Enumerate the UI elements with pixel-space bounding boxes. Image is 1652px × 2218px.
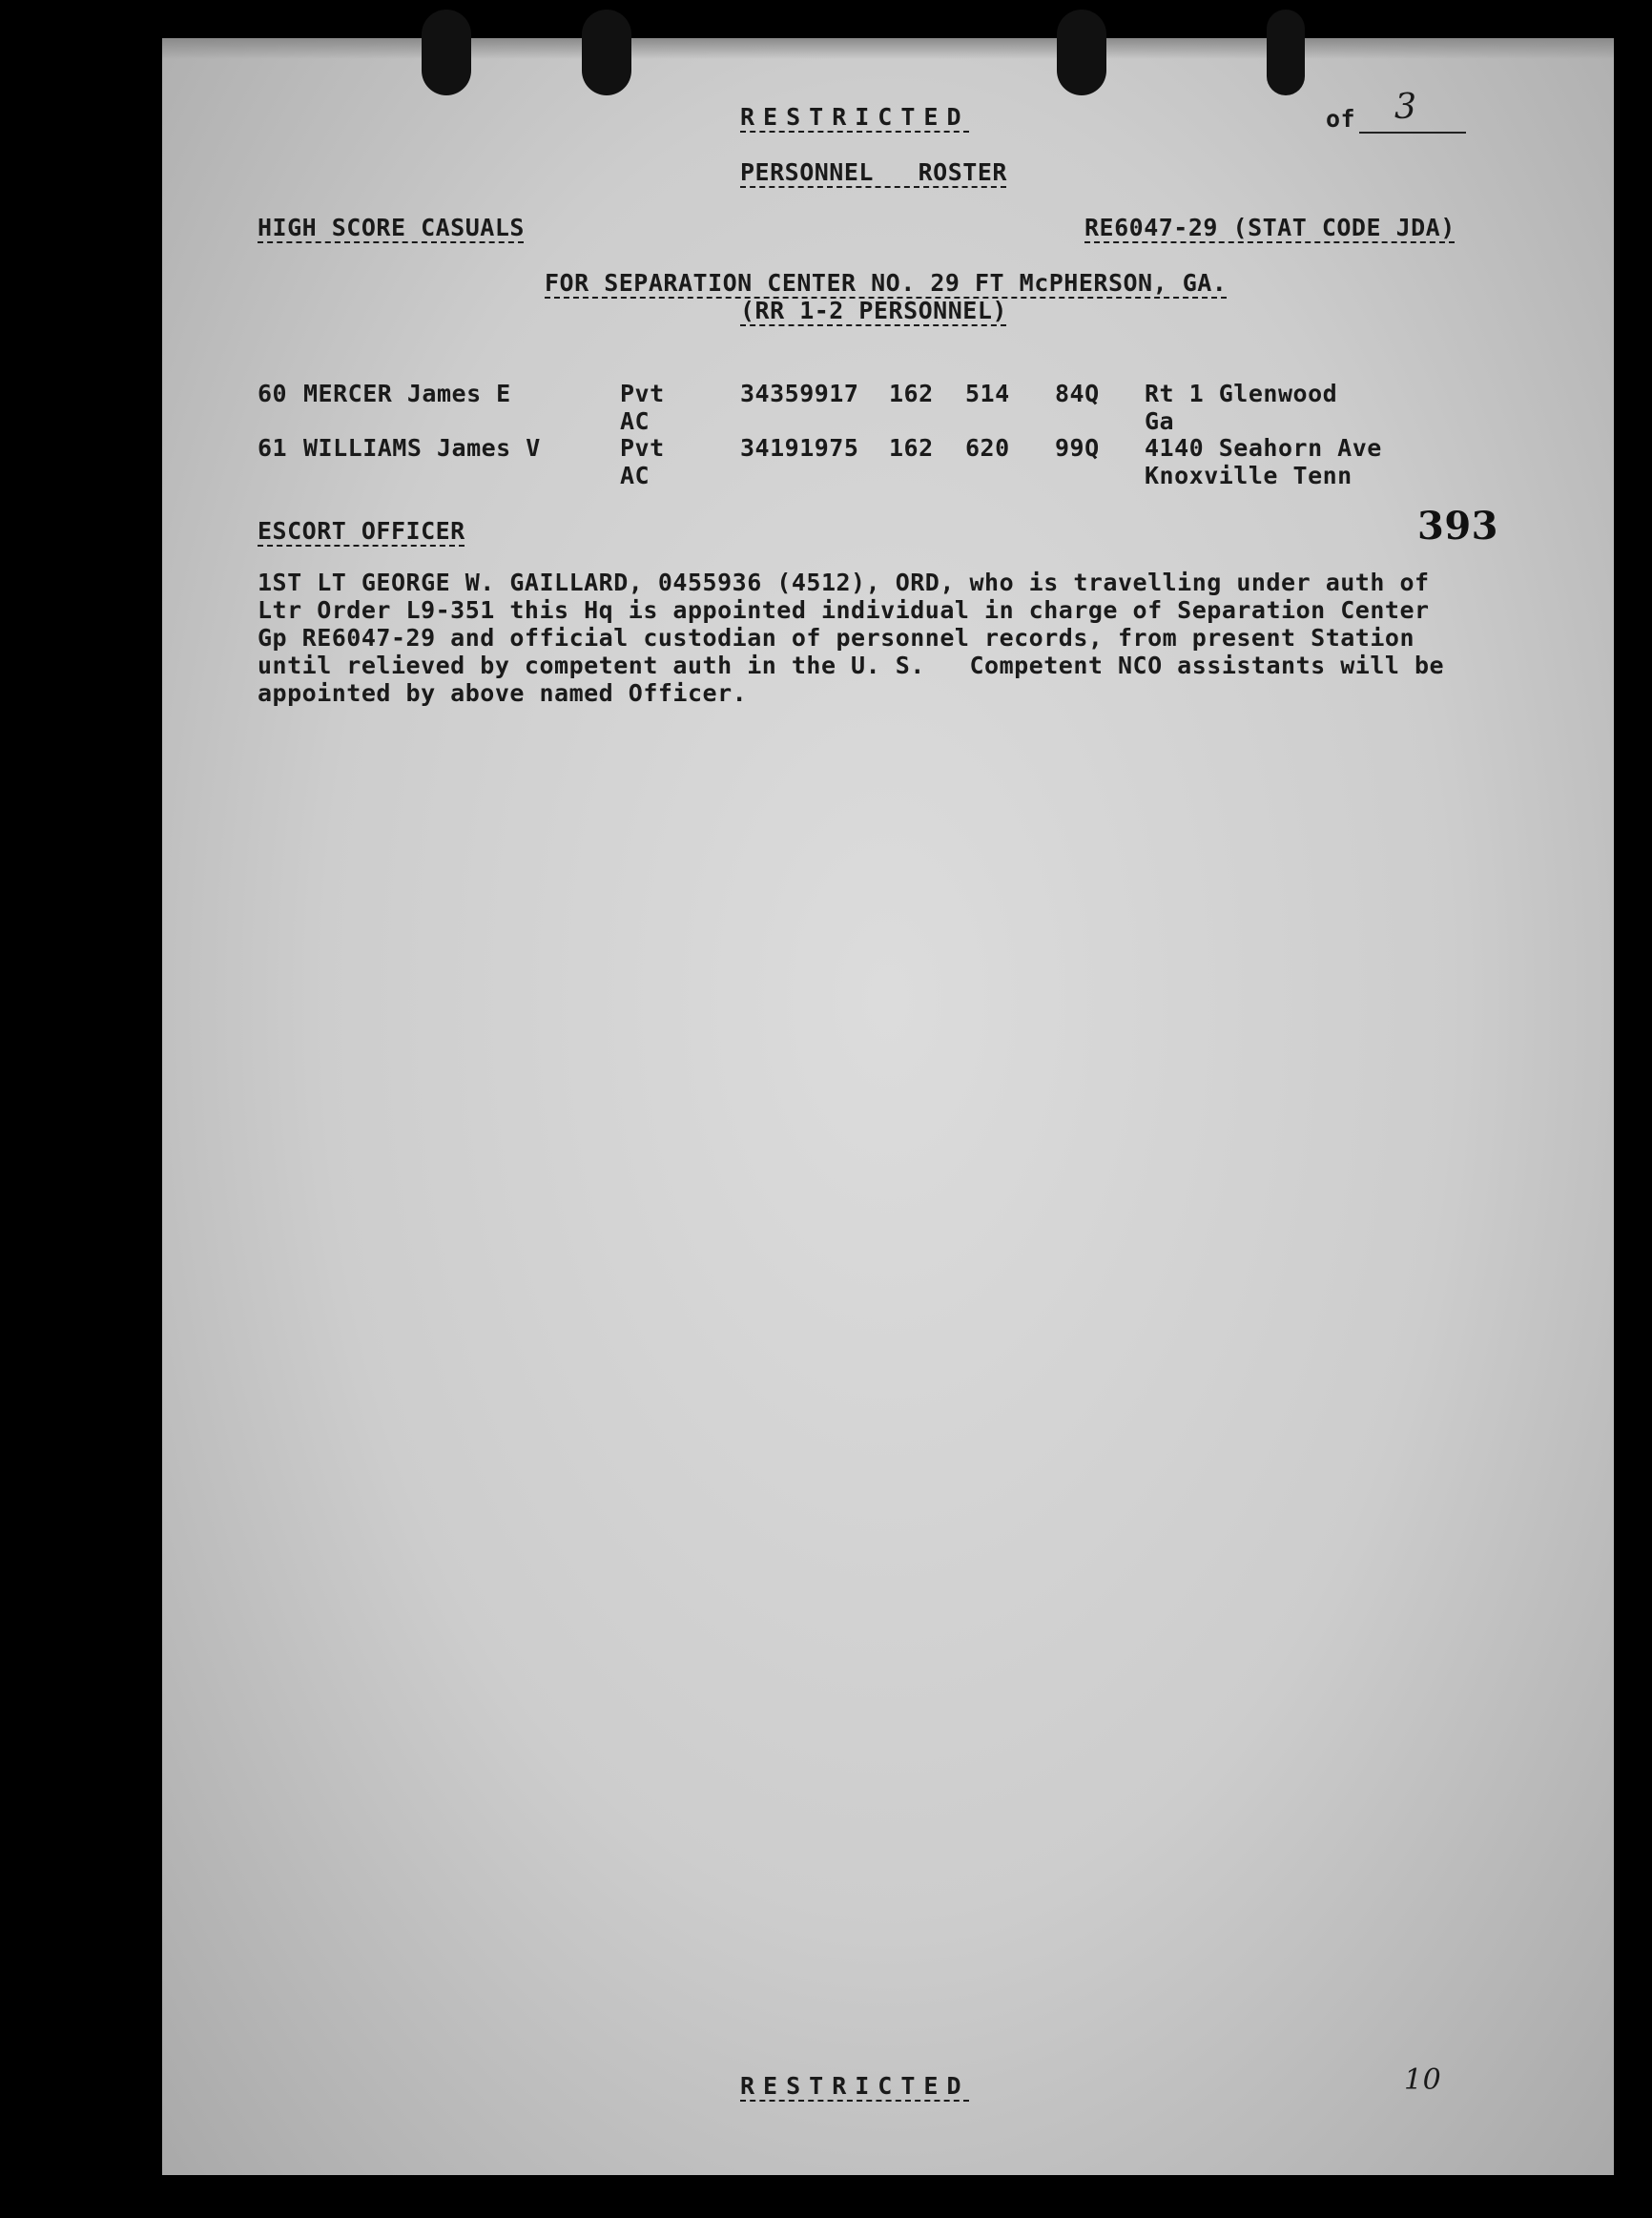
- classification-footer: RESTRICTED: [740, 2072, 970, 2100]
- row-col3: 99Q: [1055, 434, 1100, 462]
- row-col1: 162: [889, 434, 934, 462]
- escort-paragraph: [258, 569, 1478, 707]
- binder-hole: [1267, 10, 1305, 95]
- roster-title: PERSONNEL ROSTER: [740, 158, 1007, 186]
- left-heading: HIGH SCORE CASUALS: [258, 214, 525, 241]
- stamp-number: 393: [1417, 504, 1498, 549]
- row-number: 60: [258, 380, 288, 407]
- paragraph-line: until relieved by competent auth in the U. S. Competent NCO assistants will be: [258, 652, 1445, 679]
- binder-hole: [422, 10, 471, 95]
- binder-hole: [582, 10, 631, 95]
- row-serial: 34359917: [740, 380, 859, 407]
- classification-header: RESTRICTED: [740, 103, 970, 131]
- row-col1: 162: [889, 380, 934, 407]
- page-of-label: of: [1326, 105, 1356, 133]
- row-serial: 34191975: [740, 434, 859, 462]
- row-name: MERCER James E: [303, 380, 511, 407]
- center-heading-1: FOR SEPARATION CENTER NO. 29 FT McPHERSON, GA.: [545, 269, 1228, 297]
- center-heading-2: (RR 1-2 PERSONNEL): [740, 297, 1007, 324]
- row-address-line1: 4140 Seahorn Ave: [1145, 434, 1382, 462]
- page-total: 3: [1394, 88, 1417, 127]
- paragraph-line: 1ST LT GEORGE W. GAILLARD, 0455936 (4512), ORD, who is travelling under auth of: [258, 569, 1430, 596]
- right-heading: RE6047-29 (STAT CODE JDA): [1084, 214, 1456, 241]
- row-col2: 620: [965, 434, 1010, 462]
- row-grade: Pvt: [620, 380, 665, 407]
- paragraph-line: appointed by above named Officer.: [258, 679, 748, 707]
- row-col3: 84Q: [1055, 380, 1100, 407]
- escort-heading: ESCORT OFFICER: [258, 517, 465, 545]
- row-name: WILLIAMS James V: [303, 434, 541, 462]
- row-grade: Pvt: [620, 434, 665, 462]
- row-col2: 514: [965, 380, 1010, 407]
- row-arm: AC: [620, 407, 650, 435]
- document-page: [162, 38, 1614, 2175]
- row-address-line2: Ga: [1145, 407, 1175, 435]
- page-total-rule: [1359, 132, 1466, 134]
- row-arm: AC: [620, 462, 650, 489]
- paragraph-line: Gp RE6047-29 and official custodian of personnel records, from present Station: [258, 624, 1415, 652]
- row-address-line2: Knoxville Tenn: [1145, 462, 1353, 489]
- page-mark: 10: [1404, 2063, 1442, 2097]
- paragraph-line: Ltr Order L9-351 this Hq is appointed individual in charge of Separation Center: [258, 596, 1430, 624]
- row-address-line1: Rt 1 Glenwood: [1145, 380, 1338, 407]
- binder-hole: [1057, 10, 1106, 95]
- row-number: 61: [258, 434, 288, 462]
